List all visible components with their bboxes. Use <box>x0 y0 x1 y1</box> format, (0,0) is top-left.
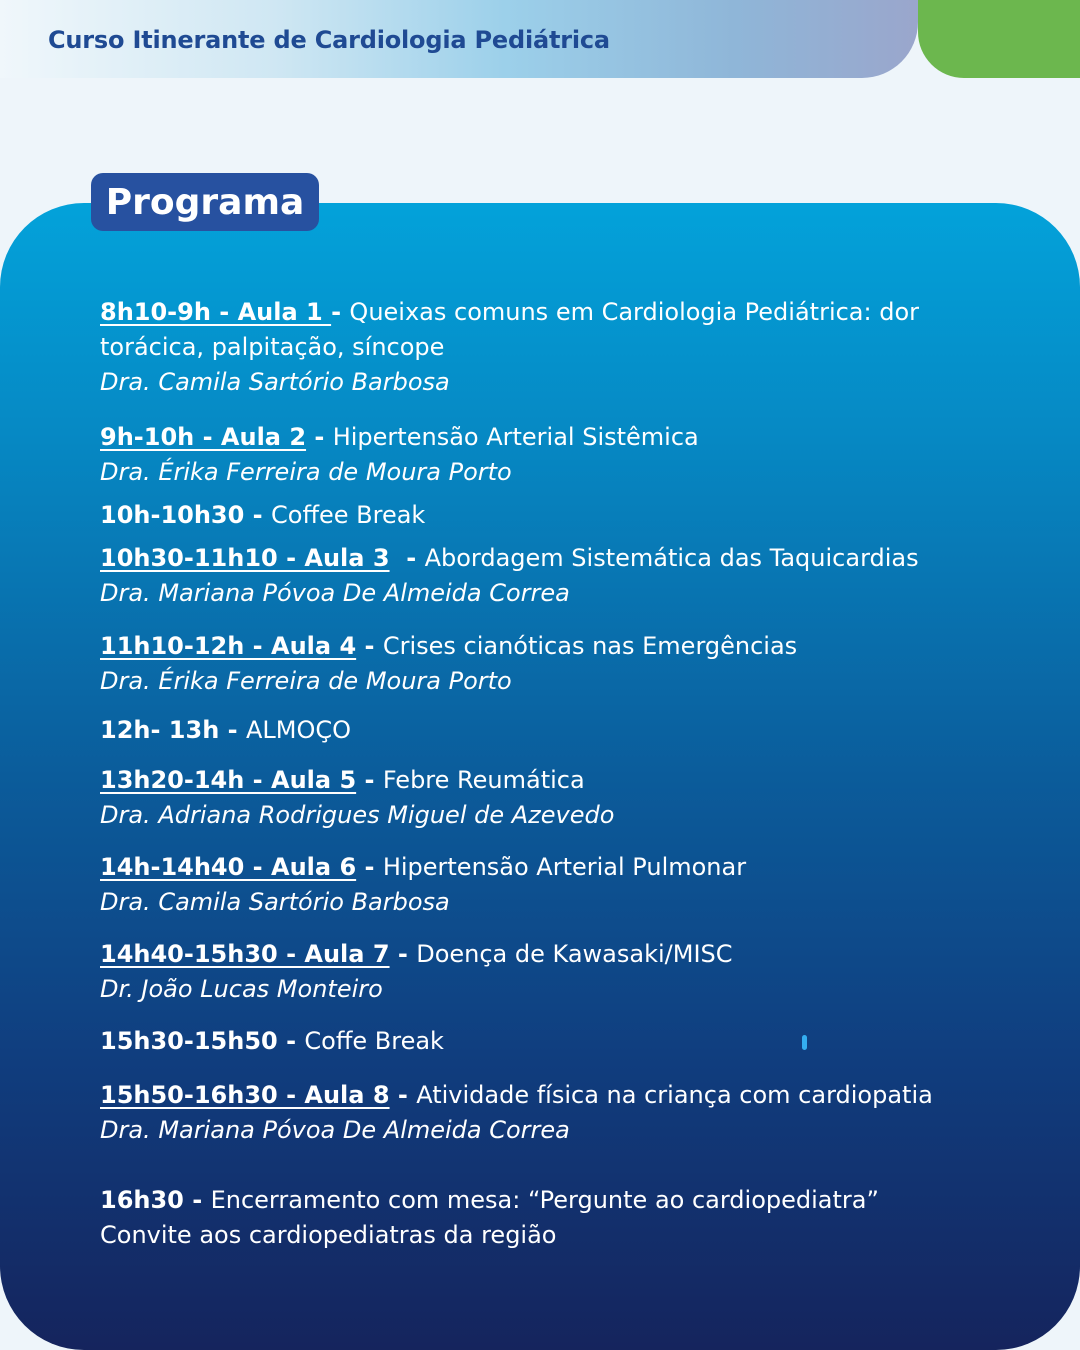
session-title: Encerramento com mesa: “Pergunte ao cardiopediatra” <box>210 1186 879 1214</box>
schedule-item <box>100 850 746 920</box>
session-title: ALMOÇO <box>245 716 352 744</box>
schedule-item <box>100 937 733 1007</box>
session-separator: - <box>277 1027 305 1055</box>
schedule-item <box>100 498 425 533</box>
schedule-item <box>100 295 919 400</box>
schedule-item <box>100 541 919 611</box>
session-speaker: Dra. Camila Sartório Barbosa <box>100 888 450 916</box>
session-title: Hipertensão Arterial Pulmonar <box>382 853 747 881</box>
schedule-item <box>100 1078 933 1148</box>
session-speaker: Dra. Camila Sartório Barbosa <box>100 368 450 396</box>
session-speaker: Dra. Érika Ferreira de Moura Porto <box>100 458 512 486</box>
session-separator: - <box>356 766 383 794</box>
session-title: Hipertensão Arterial Sistêmica <box>332 423 699 451</box>
session-separator: - <box>183 1186 211 1214</box>
schedule-item <box>100 1024 444 1059</box>
session-separator: - <box>356 632 383 660</box>
session-time: 14h40-15h30 - Aula 7 <box>100 940 390 968</box>
decorative-dot <box>802 1035 807 1050</box>
schedule-item <box>100 763 614 833</box>
session-speaker: Dra. Adriana Rodrigues Miguel de Azevedo <box>100 801 615 829</box>
session-title: Atividade física na criança com cardiopatia <box>416 1081 933 1109</box>
session-separator: - <box>389 1081 417 1109</box>
course-title: Curso Itinerante de Cardiologia Pediátrica <box>48 26 610 54</box>
session-speaker: Dra. Mariana Póvoa De Almeida Correa <box>100 1116 570 1144</box>
session-time: 11h10-12h - Aula 4 <box>100 632 357 660</box>
session-title: Coffe Break <box>304 1027 444 1055</box>
section-title: Programa <box>105 181 305 223</box>
session-title: Queixas comuns em Cardiologia Pediátrica: dor <box>349 298 920 326</box>
schedule-item <box>100 629 797 699</box>
session-title: Doença de Kawasaki/MISC <box>416 940 733 968</box>
session-time: 10h-10h30 <box>100 501 245 529</box>
schedule-item <box>100 420 699 490</box>
session-title: Abordagem Sistemática das Taquicardias <box>424 544 919 572</box>
session-title: Coffee Break <box>271 501 426 529</box>
section-badge <box>91 173 319 231</box>
session-time: 9h-10h - Aula 2 <box>100 423 307 451</box>
session-separator: - <box>356 853 383 881</box>
session-separator: - <box>389 544 425 572</box>
session-separator: - <box>244 501 271 529</box>
session-separator: - <box>306 423 333 451</box>
session-time: 14h-14h40 - Aula 6 <box>100 853 357 881</box>
session-title-continued: Convite aos cardiopediatras da região <box>100 1221 557 1249</box>
session-title: Febre Reumática <box>382 766 585 794</box>
session-time: 15h50-16h30 - Aula 8 <box>100 1081 390 1109</box>
header-accent-tab <box>918 0 1080 78</box>
session-time: 10h30-11h10 - Aula 3 <box>100 544 390 572</box>
schedule-item <box>100 1183 879 1253</box>
schedule-item <box>100 713 351 748</box>
session-speaker: Dr. João Lucas Monteiro <box>100 975 383 1003</box>
session-speaker: Dra. Érika Ferreira de Moura Porto <box>100 667 512 695</box>
session-speaker: Dra. Mariana Póvoa De Almeida Correa <box>100 579 570 607</box>
session-title: Crises cianóticas nas Emergências <box>382 632 798 660</box>
session-time: 12h- 13h <box>100 716 220 744</box>
session-time: 16h30 <box>100 1186 184 1214</box>
session-separator: - <box>219 716 246 744</box>
session-separator: - <box>389 940 417 968</box>
session-time: 8h10-9h - Aula 1 <box>100 298 332 326</box>
session-title-continued: torácica, palpitação, síncope <box>100 333 445 361</box>
session-time: 13h20-14h - Aula 5 <box>100 766 357 794</box>
session-separator: - <box>331 298 350 326</box>
session-time: 15h30-15h50 <box>100 1027 278 1055</box>
